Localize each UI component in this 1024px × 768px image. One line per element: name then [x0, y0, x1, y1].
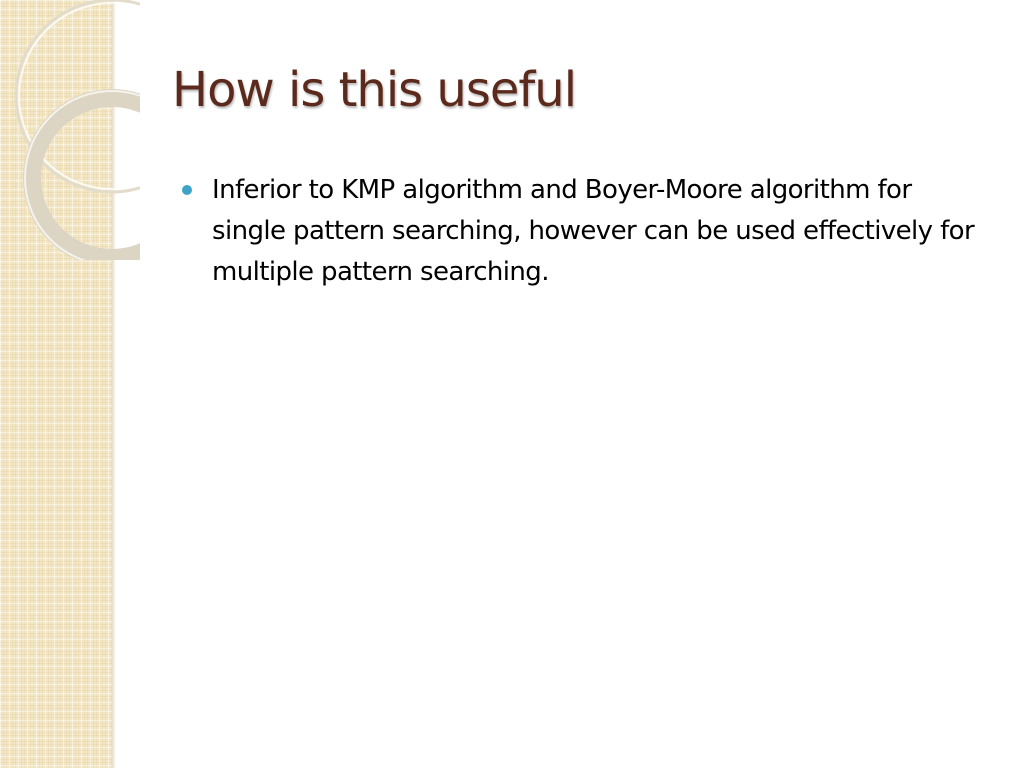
- bullet-text: Inferior to KMP algorithm and Boyer-Moore algorithm for single pattern searching, however can be used effectively for multiple pattern searching.: [212, 175, 975, 287]
- bullet-dot-icon: [182, 185, 192, 195]
- bullet-item: [180, 170, 980, 293]
- ring-decoration-icon: [0, 0, 140, 260]
- slide-title: How is this useful: [172, 62, 577, 118]
- bullet-list: [180, 170, 980, 293]
- thick-ring-icon: [32, 98, 140, 258]
- thick-ring-highlight-icon: [25, 91, 140, 260]
